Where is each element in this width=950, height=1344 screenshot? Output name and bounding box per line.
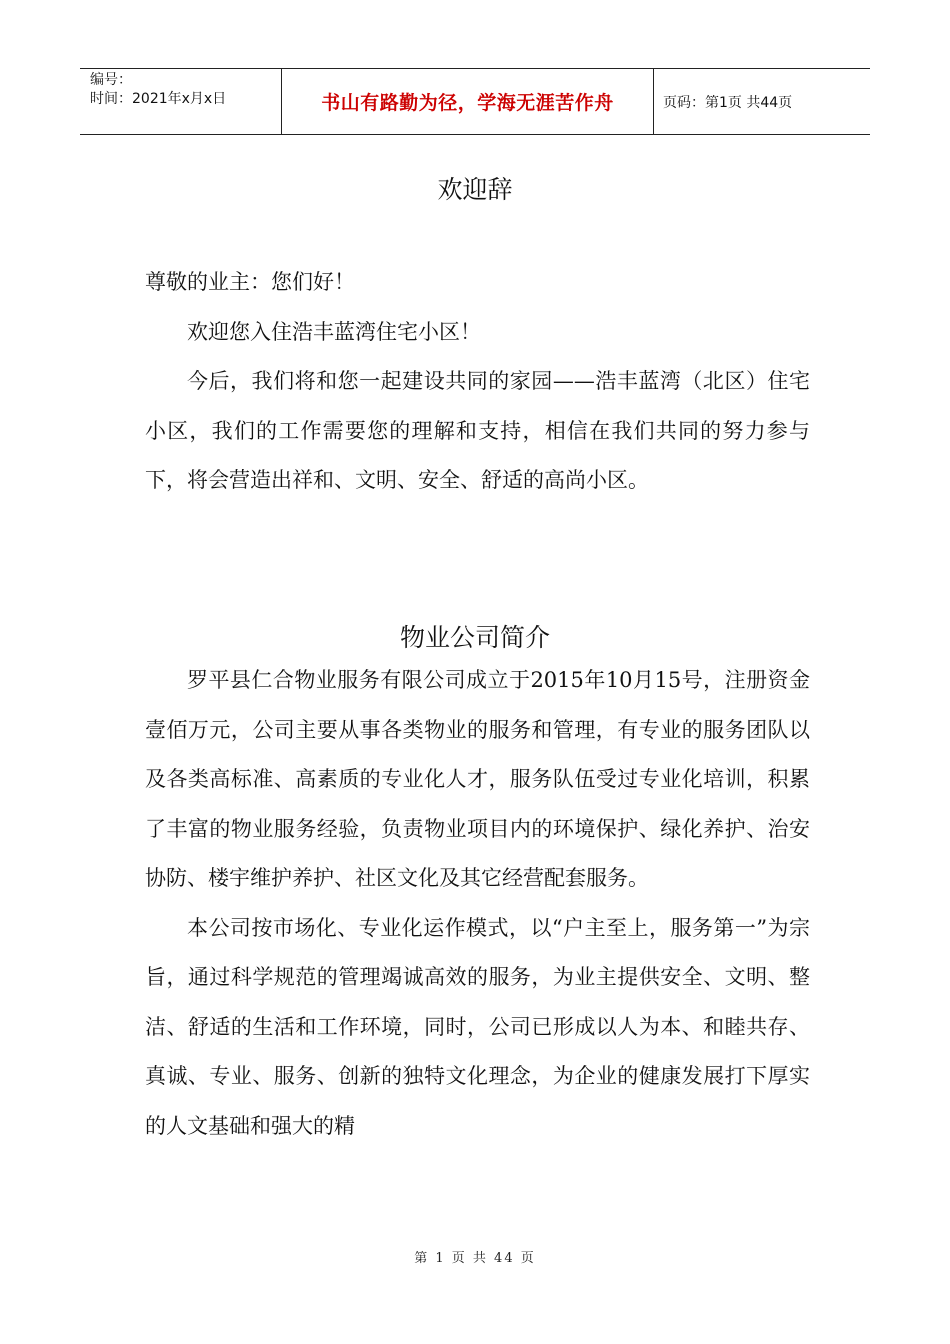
welcome-paragraph-1: 欢迎您入住浩丰蓝湾住宅小区！	[187, 319, 481, 344]
header-meta	[80, 69, 282, 134]
welcome-title: 欢迎辞	[437, 175, 513, 204]
time-label: 时间：2021年x月x日	[90, 91, 227, 107]
page-header	[80, 68, 870, 135]
intro-paragraph-2: 本公司按市场化、专业化运作模式，以“户主至上，服务第一”为宗旨，通过科学规范的管理竭诚高效的服务，为业主提供安全、文明、整洁、舒适的生活和工作环境，同时，公司已形成以人为本、和睦共存、真诚、专业、服务、创新的独特文化理念，为企业的健康发展打下厚实的人文基础和强大的精	[145, 915, 810, 1138]
page-footer: 第 1 页 共 44 页	[414, 1251, 536, 1266]
welcome-body	[145, 258, 810, 506]
welcome-greeting: 尊敬的业主：您们好！	[145, 270, 355, 294]
intro-paragraph-1: 罗平县仁合物业服务有限公司成立于2015年10月15号，注册资金壹佰万元，公司主要从事各类物业的服务和管理，有专业的服务团队以及各类高标准、高素质的专业化人才，服务队伍受过专业化培训，积累了丰富的物业服务经验，负责物业项目内的环境保护、绿化养护、治安协防、楼宇维护养护、社区文化及其它经营配套服务。	[145, 668, 810, 890]
intro-title: 物业公司简介	[399, 623, 550, 652]
welcome-paragraph-2: 今后，我们将和您一起建设共同的家园——浩丰蓝湾（北区）住宅小区，我们的工作需要您的理解和支持，相信在我们共同的努力参与下，将会营造出祥和、文明、安全、舒适的高尚小区。	[145, 369, 810, 492]
number-label: 编号：	[90, 72, 132, 88]
intro-body	[145, 656, 810, 1151]
header-page-code: 页码：第1页 共44页	[663, 94, 793, 111]
header-motto: 书山有路勤为径，学海无涯苦作舟	[282, 69, 654, 134]
